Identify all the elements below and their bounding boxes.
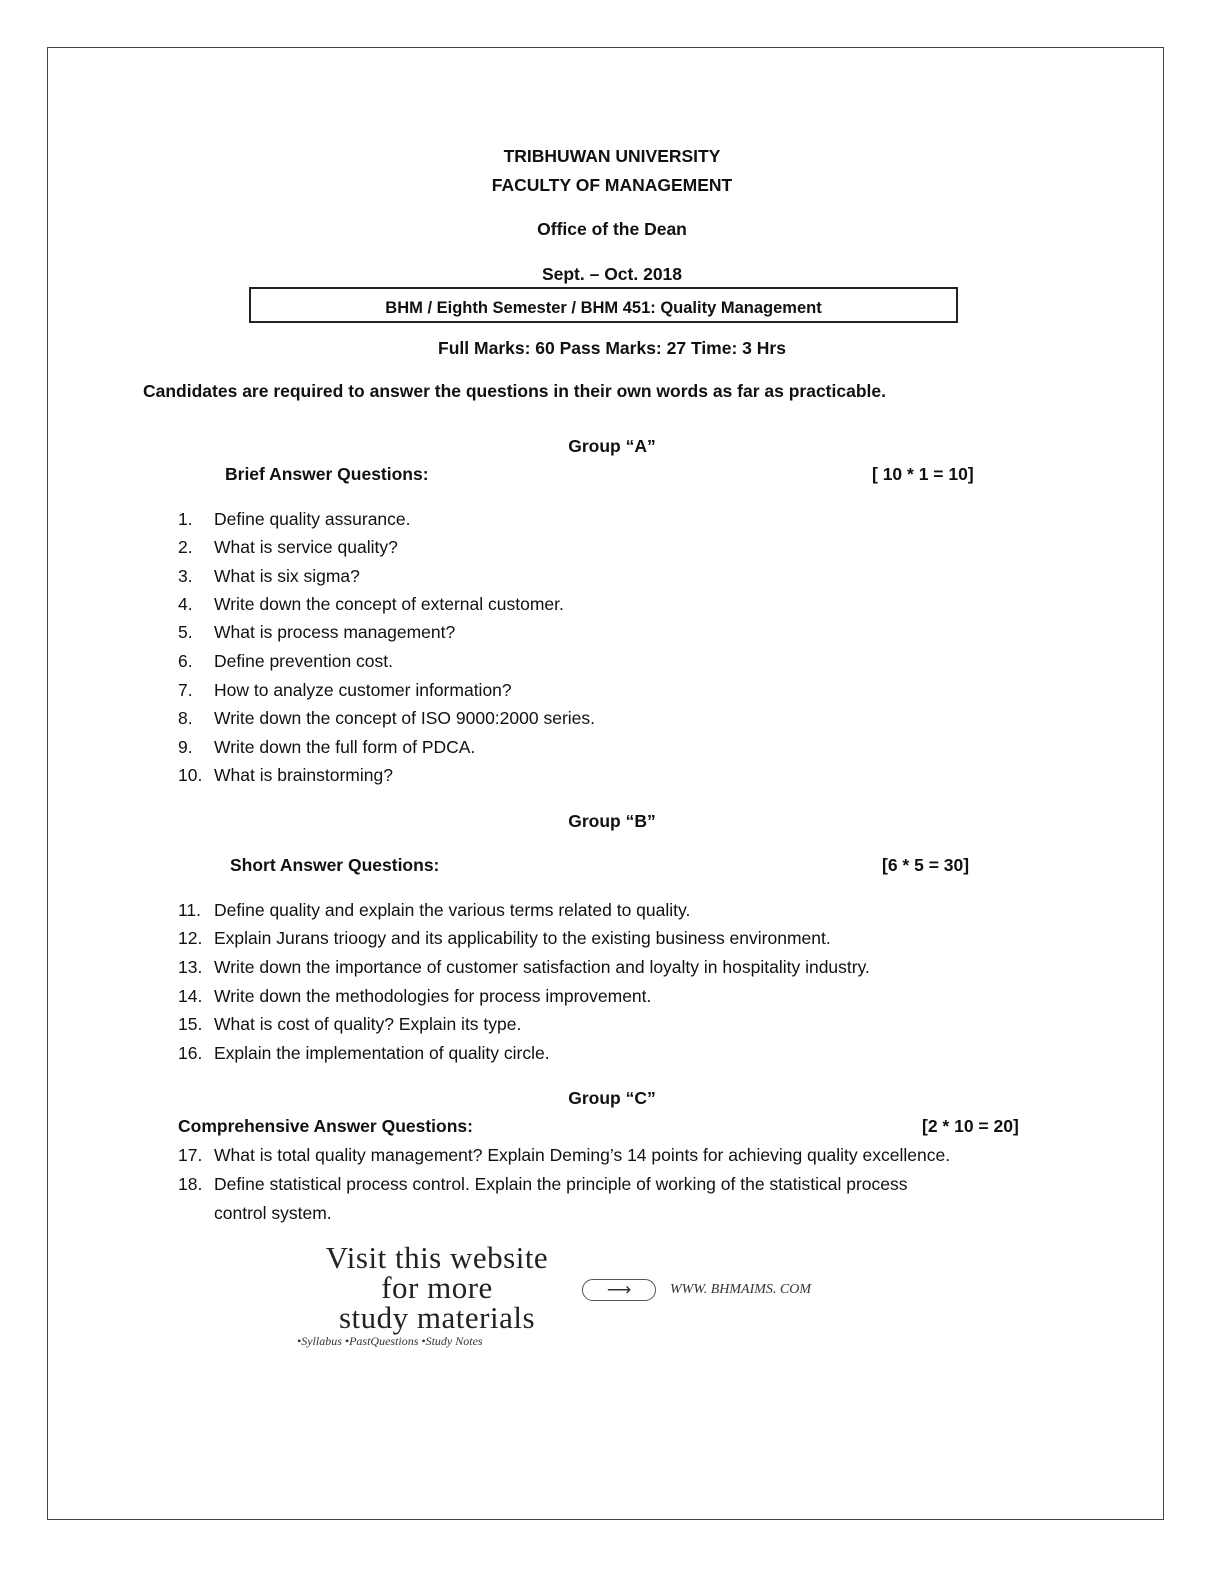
exam-session: Sept. – Oct. 2018 <box>541 264 683 284</box>
course-title-box: BHM / Eighth Semester / BHM 451: Quality Management <box>249 287 958 323</box>
university-name: TRIBHUWAN UNIVERSITY <box>503 146 721 166</box>
question-item <box>178 651 393 672</box>
question-item <box>178 1043 550 1064</box>
question-number: 18. <box>178 1174 203 1194</box>
group-b-section-label: Short Answer Questions: <box>230 855 440 875</box>
group-a-title: Group “A” <box>568 436 656 456</box>
question-text: What is six sigma? <box>214 566 360 586</box>
question-number: 15. <box>178 1014 203 1034</box>
question-number: 11. <box>178 900 202 920</box>
promo-line-1: Visit this website <box>325 1240 549 1275</box>
office-name: Office of the Dean <box>537 219 687 239</box>
question-item <box>178 900 690 921</box>
question-number: 6. <box>178 651 193 671</box>
question-number: 3. <box>178 566 193 586</box>
question-item <box>178 1174 908 1195</box>
question-text: What is service quality? <box>214 537 398 557</box>
question-number: 5. <box>178 622 193 642</box>
question-text: Write down the methodologies for process improvement. <box>214 986 652 1006</box>
question-number: 1. <box>178 509 193 529</box>
question-text: Explain the implementation of quality circle. <box>214 1043 550 1063</box>
question-number: 16. <box>178 1043 203 1063</box>
question-text: How to analyze customer information? <box>214 680 512 700</box>
question-item <box>178 680 512 701</box>
question-item <box>178 594 564 615</box>
question-text: Define statistical process control. Explain the principle of working of the statistical process <box>214 1174 908 1194</box>
instructions: Candidates are required to answer the questions in their own words as far as practicable. <box>143 381 886 401</box>
faculty-name: FACULTY OF MANAGEMENT <box>491 175 733 195</box>
question-item <box>178 1014 521 1035</box>
question-text: What is total quality management? Explain Deming’s 14 points for achieving quality excellence. <box>214 1145 951 1165</box>
question-number: 14. <box>178 986 203 1006</box>
question-text: What is cost of quality? Explain its type. <box>214 1014 522 1034</box>
promo-tags: •Syllabus •PastQuestions •Study Notes <box>297 1334 483 1348</box>
question-item <box>178 537 398 558</box>
question-number: 2. <box>178 537 193 557</box>
question-text: Define quality and explain the various terms related to quality. <box>214 900 691 920</box>
marks-and-time: Full Marks: 60 Pass Marks: 27 Time: 3 Hrs <box>438 338 786 358</box>
question-text: What is brainstorming? <box>214 765 393 785</box>
question-text: Define quality assurance. <box>214 509 411 529</box>
question-text: Write down the concept of ISO 9000:2000 series. <box>214 708 596 728</box>
question-item <box>178 708 595 729</box>
group-c-section-label: Comprehensive Answer Questions: <box>178 1116 473 1136</box>
question-item <box>178 957 870 978</box>
group-c-marks: [2 * 10 = 20] <box>922 1116 1019 1136</box>
promo-line-2: for more <box>381 1270 493 1305</box>
question-text: Define prevention cost. <box>214 651 393 671</box>
question-item <box>178 1145 950 1166</box>
question-text: Write down the importance of customer satisfaction and loyalty in hospitality industry. <box>214 957 870 977</box>
group-a-section-label: Brief Answer Questions: <box>225 464 429 484</box>
group-b-title: Group “B” <box>568 811 656 831</box>
promo-heading <box>290 1240 584 1335</box>
question-number: 12. <box>178 928 203 948</box>
question-number: 13. <box>178 957 203 977</box>
question-number: 4. <box>178 594 193 614</box>
group-a-marks: [ 10 * 1 = 10] <box>872 464 974 484</box>
group-c-title: Group “C” <box>568 1088 656 1108</box>
question-item <box>178 928 831 949</box>
question-number: 17. <box>178 1145 203 1165</box>
group-b-marks: [6 * 5 = 30] <box>882 855 970 875</box>
question-continuation: control system. <box>214 1203 332 1223</box>
question-text: Write down the concept of external customer. <box>214 594 564 614</box>
question-number: 8. <box>178 708 193 728</box>
question-text: Write down the full form of PDCA. <box>214 737 476 757</box>
question-number: 10. <box>178 765 203 785</box>
question-item <box>178 622 455 643</box>
question-number: 9. <box>178 737 193 757</box>
question-item <box>178 986 651 1007</box>
promo-line-3: study materials <box>338 1300 536 1335</box>
question-item <box>178 737 475 758</box>
question-item <box>178 509 411 530</box>
question-item <box>178 765 393 786</box>
website-link[interactable]: WWW. BHMAIMS. COM <box>670 1282 812 1297</box>
question-text: Explain Jurans trioogy and its applicability to the existing business environment. <box>214 928 831 948</box>
arrow-right-icon[interactable]: ⟶ <box>582 1279 656 1301</box>
question-item <box>178 566 360 587</box>
question-text: What is process management? <box>214 622 456 642</box>
question-number: 7. <box>178 680 193 700</box>
